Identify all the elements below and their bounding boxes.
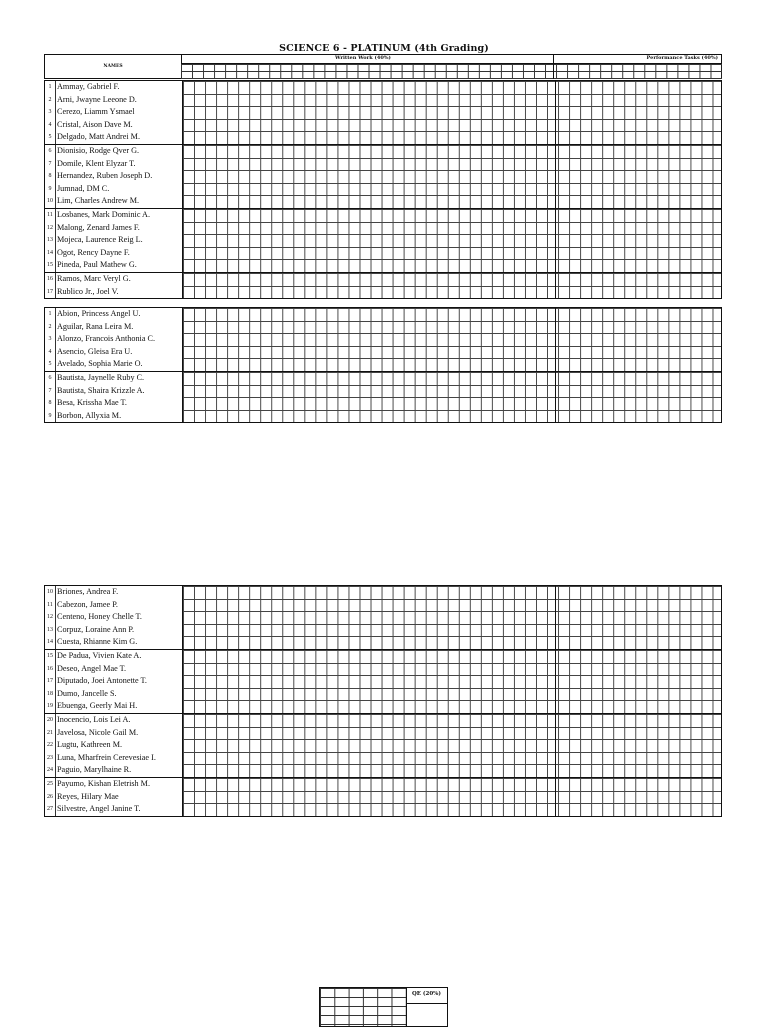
- row-number: 25: [45, 778, 56, 791]
- score-cells[interactable]: [183, 611, 721, 624]
- student-name: Malong, Zenard James F.: [56, 222, 183, 235]
- student-name: Domile, Klent Elyzar T.: [56, 158, 183, 171]
- table-row: [45, 372, 721, 385]
- row-number: 20: [45, 714, 56, 727]
- student-name: Diputado, Joei Antonette T.: [56, 675, 183, 688]
- table-row: [45, 727, 721, 740]
- row-number: 19: [45, 700, 56, 713]
- score-cells[interactable]: [183, 714, 721, 727]
- student-name: Paguio, Marylhaine R.: [56, 764, 183, 777]
- section-divider: [555, 358, 556, 371]
- score-cells[interactable]: [183, 183, 721, 196]
- section-divider: [555, 273, 556, 286]
- table-row: [45, 119, 721, 132]
- qe-divider: [406, 1003, 447, 1004]
- student-name: Luna, Mharfrein Cerevesiae I.: [56, 752, 183, 765]
- section-divider: [555, 333, 556, 346]
- table-row: [45, 739, 721, 752]
- section-divider: [555, 234, 556, 247]
- score-cells[interactable]: [183, 624, 721, 637]
- row-number: 24: [45, 764, 56, 777]
- section-divider: [555, 106, 556, 119]
- table-row: [45, 158, 721, 171]
- row-number: 4: [45, 346, 56, 359]
- section-divider: [555, 209, 556, 222]
- score-cells[interactable]: [183, 778, 721, 791]
- student-name: Dumo, Jancelle S.: [56, 688, 183, 701]
- section-divider: [553, 55, 554, 79]
- section-divider: [555, 663, 556, 676]
- student-name: Borbon, Allyxia M.: [56, 410, 183, 423]
- page-title: SCIENCE 6 - PLATINUM (4th Grading): [279, 43, 489, 54]
- score-cells[interactable]: [183, 321, 721, 334]
- table-row: [45, 714, 721, 727]
- score-cells[interactable]: [183, 81, 721, 94]
- table-row: [45, 599, 721, 612]
- score-cells[interactable]: [183, 346, 721, 359]
- section-divider: [555, 624, 556, 637]
- table-row: [45, 273, 721, 286]
- row-number: 7: [45, 385, 56, 398]
- row-number: 14: [45, 636, 56, 649]
- student-name: Cerezo, Liamm Ysmael: [56, 106, 183, 119]
- row-number: 13: [45, 624, 56, 637]
- student-name: Losbanes, Mark Dominic A.: [56, 209, 183, 222]
- section-divider: [555, 599, 556, 612]
- row-number: 6: [45, 372, 56, 385]
- table-row: [45, 333, 721, 346]
- section-divider: [555, 195, 556, 208]
- table-row: [45, 234, 721, 247]
- student-name: Briones, Andrea F.: [56, 586, 183, 599]
- table-row: [45, 675, 721, 688]
- score-cells[interactable]: [183, 247, 721, 260]
- score-cells[interactable]: [183, 222, 721, 235]
- score-cells[interactable]: [183, 273, 721, 286]
- student-name: Bautista, Shaira Krizzle A.: [56, 385, 183, 398]
- score-cells[interactable]: [183, 663, 721, 676]
- section-divider: [555, 586, 556, 599]
- student-name: Mojeca, Laurence Reig L.: [56, 234, 183, 247]
- row-number: 23: [45, 752, 56, 765]
- qe-grid: [320, 988, 407, 1026]
- names-header: NAMES: [45, 55, 182, 78]
- student-name: Delgado, Matt Andrei M.: [56, 131, 183, 144]
- score-cells[interactable]: [183, 636, 721, 649]
- score-cells[interactable]: [183, 688, 721, 701]
- row-number: 1: [45, 308, 56, 321]
- score-cells[interactable]: [183, 675, 721, 688]
- row-number: 17: [45, 286, 56, 299]
- student-name: Asencio, Gleisa Era U.: [56, 346, 183, 359]
- score-cells[interactable]: [183, 739, 721, 752]
- table-row: [45, 663, 721, 676]
- section-divider: [555, 308, 556, 321]
- row-number: 12: [45, 611, 56, 624]
- row-number: 9: [45, 183, 56, 196]
- table-row: [45, 286, 721, 299]
- section-divider: [555, 286, 556, 299]
- table-row: [45, 764, 721, 778]
- score-cells[interactable]: [183, 358, 721, 371]
- row-number: 16: [45, 663, 56, 676]
- student-name: Avelado, Sophia Marie O.: [56, 358, 183, 371]
- section-divider: [555, 247, 556, 260]
- student-name: Rublico Jr., Joel V.: [56, 286, 183, 299]
- row-number: 5: [45, 358, 56, 371]
- row-number: 2: [45, 321, 56, 334]
- section-divider: [555, 739, 556, 752]
- score-cells[interactable]: [183, 308, 721, 321]
- score-cells[interactable]: [183, 410, 721, 423]
- student-name: Reyes, Hilary Mae: [56, 791, 183, 804]
- section-divider: [555, 346, 556, 359]
- table-row: [45, 321, 721, 334]
- student-name: Ebuenga, Geerly Mai H.: [56, 700, 183, 713]
- table-row: [45, 346, 721, 359]
- score-cells[interactable]: [183, 234, 721, 247]
- score-cells[interactable]: [183, 170, 721, 183]
- table-row: [45, 145, 721, 158]
- score-cells[interactable]: [183, 286, 721, 299]
- score-cells[interactable]: [183, 106, 721, 119]
- section-divider: [555, 778, 556, 791]
- section-divider: [555, 688, 556, 701]
- student-name: Cuesta, Rhianne Kim G.: [56, 636, 183, 649]
- header-grid: [181, 63, 721, 79]
- table-row: [45, 195, 721, 209]
- row-number: 13: [45, 234, 56, 247]
- student-name: Jumnad, DM C.: [56, 183, 183, 196]
- row-number: 6: [45, 145, 56, 158]
- section-divider: [555, 611, 556, 624]
- quarterly-exam-box: [319, 987, 448, 1027]
- boys-table: [44, 80, 722, 299]
- score-cells[interactable]: [183, 727, 721, 740]
- section-divider: [555, 259, 556, 272]
- section-divider: [555, 397, 556, 410]
- table-row: [45, 94, 721, 107]
- table-row: [45, 259, 721, 273]
- table-row: [45, 791, 721, 804]
- row-number: 11: [45, 599, 56, 612]
- student-name: Dionisio, Rodge Qver G.: [56, 145, 183, 158]
- score-cells[interactable]: [183, 803, 721, 816]
- table-row: [45, 586, 721, 599]
- table-row: [45, 81, 721, 94]
- row-number: 9: [45, 410, 56, 423]
- table-row: [45, 397, 721, 410]
- student-name: Alonzo, Francois Anthonia C.: [56, 333, 183, 346]
- table-row: [45, 700, 721, 714]
- student-name: Hernandez, Ruben Joseph D.: [56, 170, 183, 183]
- student-name: Pineda, Paul Mathew G.: [56, 259, 183, 272]
- student-name: Javelosa, Nicole Gail M.: [56, 727, 183, 740]
- score-cells[interactable]: [183, 599, 721, 612]
- score-cells[interactable]: [183, 372, 721, 385]
- girls-table-1: [44, 307, 722, 423]
- section-divider: [555, 752, 556, 765]
- section-divider: [555, 791, 556, 804]
- section-divider: [555, 650, 556, 663]
- row-number: 8: [45, 170, 56, 183]
- section-divider: [555, 183, 556, 196]
- table-row: [45, 308, 721, 321]
- score-cells[interactable]: [183, 195, 721, 208]
- row-number: 16: [45, 273, 56, 286]
- student-name: Payumo, Kishan Eletrish M.: [56, 778, 183, 791]
- section-divider: [555, 321, 556, 334]
- section-divider: [555, 145, 556, 158]
- student-name: Ammay, Gabriel F.: [56, 81, 183, 94]
- student-name: Ramos, Marc Veryl G.: [56, 273, 183, 286]
- row-number: 5: [45, 131, 56, 144]
- student-name: Corpuz, Loraine Ann P.: [56, 624, 183, 637]
- header-cells: [181, 64, 722, 79]
- table-header: [44, 54, 722, 79]
- table-row: [45, 131, 721, 145]
- student-name: Lim, Charles Andrew M.: [56, 195, 183, 208]
- section-divider: [555, 636, 556, 649]
- section-divider: [555, 385, 556, 398]
- section-divider: [555, 131, 556, 144]
- row-number: 2: [45, 94, 56, 107]
- section-divider: [555, 410, 556, 423]
- row-number: 18: [45, 688, 56, 701]
- score-cells[interactable]: [183, 791, 721, 804]
- score-cells[interactable]: [183, 259, 721, 272]
- student-name: Cabezon, Jamee P.: [56, 599, 183, 612]
- student-name: Abion, Princess Angel U.: [56, 308, 183, 321]
- score-cells[interactable]: [183, 158, 721, 171]
- student-name: Bautista, Jaynelle Ruby C.: [56, 372, 183, 385]
- section-divider: [555, 372, 556, 385]
- score-cells[interactable]: [183, 209, 721, 222]
- row-number: 22: [45, 739, 56, 752]
- student-name: Aguilar, Rana Leira M.: [56, 321, 183, 334]
- section-divider: [555, 675, 556, 688]
- score-cells[interactable]: [183, 94, 721, 107]
- section-divider: [555, 727, 556, 740]
- table-row: [45, 688, 721, 701]
- section-divider: [555, 764, 556, 777]
- student-name: Ogot, Rency Dayne F.: [56, 247, 183, 260]
- row-number: 21: [45, 727, 56, 740]
- table-row: [45, 170, 721, 183]
- row-number: 11: [45, 209, 56, 222]
- row-number: 10: [45, 586, 56, 599]
- row-number: 12: [45, 222, 56, 235]
- table-row: [45, 247, 721, 260]
- row-number: 1: [45, 81, 56, 94]
- table-row: [45, 183, 721, 196]
- score-cells[interactable]: [183, 333, 721, 346]
- row-number: 17: [45, 675, 56, 688]
- student-name: Besa, Krissha Mae T.: [56, 397, 183, 410]
- row-number: 15: [45, 259, 56, 272]
- table-row: [45, 209, 721, 222]
- table-row: [45, 778, 721, 791]
- student-name: Inocencio, Lois Lei A.: [56, 714, 183, 727]
- score-cells[interactable]: [183, 650, 721, 663]
- table-row: [45, 611, 721, 624]
- row-number: 3: [45, 333, 56, 346]
- written-work-header: Written Work (40%): [335, 55, 391, 61]
- section-divider: [555, 119, 556, 132]
- score-cells[interactable]: [183, 397, 721, 410]
- girls-table-2: [44, 585, 722, 817]
- score-cells[interactable]: [183, 764, 721, 777]
- score-cells[interactable]: [183, 131, 721, 144]
- section-divider: [555, 170, 556, 183]
- student-name: Centeno, Honey Chelle T.: [56, 611, 183, 624]
- row-number: 8: [45, 397, 56, 410]
- table-row: [45, 222, 721, 235]
- score-cells[interactable]: [183, 586, 721, 599]
- score-cells[interactable]: [183, 752, 721, 765]
- qe-label: QE (20%): [412, 991, 441, 997]
- table-row: [45, 636, 721, 650]
- row-number: 27: [45, 803, 56, 816]
- table-row: [45, 624, 721, 637]
- score-cells[interactable]: [183, 700, 721, 713]
- row-number: 10: [45, 195, 56, 208]
- row-number: 14: [45, 247, 56, 260]
- section-divider: [555, 222, 556, 235]
- row-number: 4: [45, 119, 56, 132]
- performance-tasks-header: Performance Tasks (40%): [646, 55, 718, 61]
- table-row: [45, 106, 721, 119]
- row-number: 15: [45, 650, 56, 663]
- student-name: Arni, Jwayne Leeone D.: [56, 94, 183, 107]
- section-divider: [555, 714, 556, 727]
- score-cells[interactable]: [183, 385, 721, 398]
- student-name: Silvestre, Angel Janine T.: [56, 803, 183, 816]
- section-divider: [555, 94, 556, 107]
- table-row: [45, 410, 721, 423]
- section-divider: [555, 158, 556, 171]
- table-row: [45, 752, 721, 765]
- student-name: Cristal, Aison Dave M.: [56, 119, 183, 132]
- section-divider: [555, 700, 556, 713]
- score-cells[interactable]: [183, 119, 721, 132]
- table-row: [45, 650, 721, 663]
- student-name: Deseo, Angel Mae T.: [56, 663, 183, 676]
- table-row: [45, 385, 721, 398]
- table-row: [45, 803, 721, 816]
- section-divider: [555, 803, 556, 816]
- student-name: De Padua, Vivien Kate A.: [56, 650, 183, 663]
- section-divider: [555, 81, 556, 94]
- row-number: 26: [45, 791, 56, 804]
- table-row: [45, 358, 721, 372]
- row-number: 3: [45, 106, 56, 119]
- student-name: Lugtu, Kathreen M.: [56, 739, 183, 752]
- score-cells[interactable]: [183, 145, 721, 158]
- row-number: 7: [45, 158, 56, 171]
